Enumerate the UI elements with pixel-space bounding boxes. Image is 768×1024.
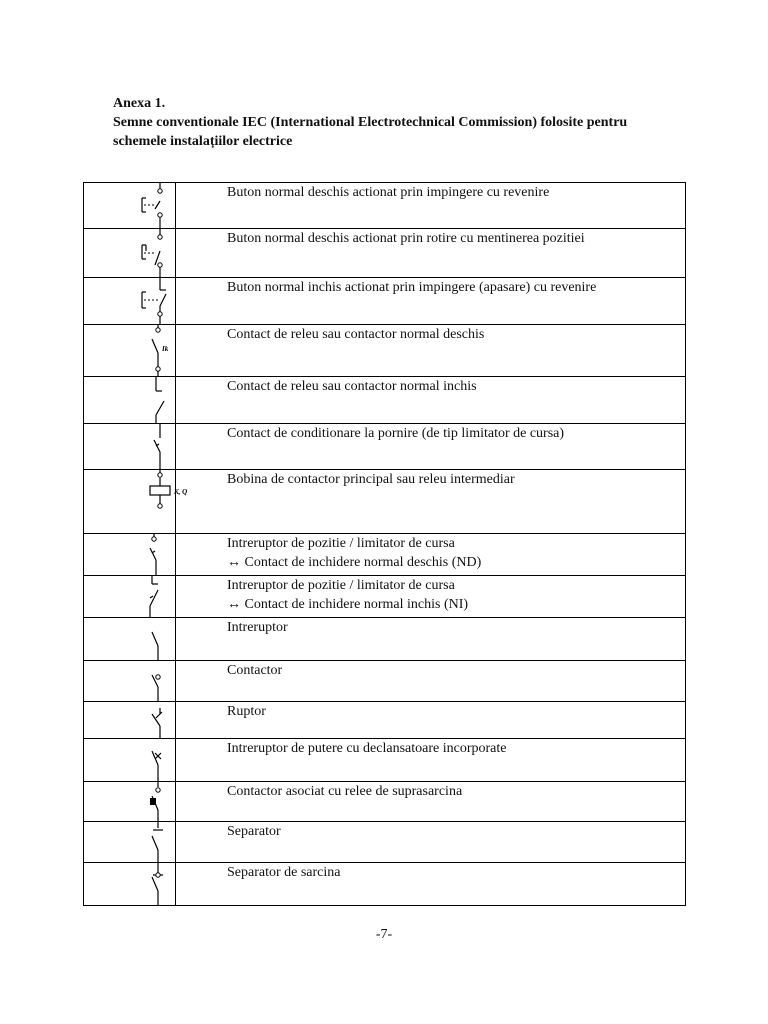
push-button-nc-symbol-icon xyxy=(84,278,175,324)
description-cell xyxy=(176,739,686,782)
breaker-symbol-icon xyxy=(84,702,175,738)
disconnector-symbol-icon xyxy=(84,822,175,862)
table-row xyxy=(84,424,686,470)
symbol-cell xyxy=(84,576,176,618)
table-row xyxy=(84,702,686,739)
description-cell xyxy=(176,278,686,325)
description-cell xyxy=(176,229,686,278)
switch-symbol-icon xyxy=(84,618,175,660)
document-title-line-2: schemele instalațiilor electrice xyxy=(113,134,293,149)
symbol-label: K, Q xyxy=(174,488,188,496)
document-title-line-1: Semne conventionale IEC (International Electrotechnical Commission) folosite pentru xyxy=(113,115,628,130)
description-cell xyxy=(176,325,686,377)
table-row xyxy=(84,470,686,534)
table-row xyxy=(84,534,686,576)
relay-contact-no-symbol-icon xyxy=(84,325,175,376)
symbol-cell xyxy=(84,863,176,906)
description-cell xyxy=(176,661,686,702)
description-text: Buton normal inchis actionat prin impingere (apasare) cu revenire xyxy=(227,280,597,295)
symbol-cell xyxy=(84,424,176,470)
description-cell xyxy=(176,183,686,229)
description-cell xyxy=(176,863,686,906)
description-cell xyxy=(176,702,686,739)
symbol-cell xyxy=(84,702,176,739)
description-text: Buton normal deschis actionat prin rotire cu mentinerea pozitiei xyxy=(227,231,585,246)
symbol-cell xyxy=(84,325,176,377)
table-row xyxy=(84,822,686,863)
description-text: Buton normal deschis actionat prin impingere cu revenire xyxy=(227,185,550,200)
symbol-cell xyxy=(84,278,176,325)
symbol-cell xyxy=(84,739,176,782)
table-row xyxy=(84,618,686,661)
description-text: Intreruptor xyxy=(227,620,288,635)
document-header xyxy=(113,94,713,151)
description-text: Contactor xyxy=(227,663,283,678)
symbol-cell xyxy=(84,822,176,863)
description-text: Contact de releu sau contactor normal inchis xyxy=(227,379,477,394)
load-disconnector-symbol-icon xyxy=(84,863,175,905)
table-row xyxy=(84,863,686,906)
description-cell xyxy=(176,618,686,661)
table-row xyxy=(84,325,686,377)
description-text: Separator xyxy=(227,824,281,839)
symbol-cell xyxy=(84,377,176,424)
contactor-overload-symbol-icon xyxy=(84,782,175,821)
symbol-cell xyxy=(84,470,188,534)
relay-contact-nc-symbol-icon xyxy=(84,377,175,423)
table-row xyxy=(84,576,686,618)
table-row xyxy=(84,183,686,229)
contactor-symbol-icon xyxy=(84,661,175,701)
description-cell xyxy=(176,424,686,470)
symbol-cell xyxy=(84,229,176,278)
rotary-button-no-symbol-icon xyxy=(84,229,175,277)
limit-switch-nc-symbol-icon xyxy=(84,576,175,617)
description-text: Bobina de contactor principal sau releu intermediar xyxy=(227,472,515,487)
description-text: Contactor asociat cu relee de suprasarcina xyxy=(227,784,463,799)
description-cell xyxy=(176,377,686,424)
start-condition-contact-symbol-icon xyxy=(84,424,175,469)
description-text: Contact de releu sau contactor normal deschis xyxy=(227,327,485,342)
table-row xyxy=(84,739,686,782)
symbols-table xyxy=(83,182,686,906)
circuit-breaker-symbol-icon xyxy=(84,739,175,781)
description-text: ↔ Contact de inchidere normal inchis (NI) xyxy=(227,597,469,612)
symbol-cell xyxy=(84,183,176,229)
description-text: Separator de sarcina xyxy=(227,865,341,880)
description-cell xyxy=(176,534,686,576)
table-row xyxy=(84,661,686,702)
annex-title: Anexa 1. xyxy=(113,96,166,111)
page-number: -7- xyxy=(375,927,393,942)
description-cell xyxy=(176,782,686,822)
symbol-label: Ik xyxy=(162,345,169,353)
symbol-cell xyxy=(84,782,176,822)
description-text: Intreruptor de pozitie / limitator de cursa xyxy=(227,536,455,551)
symbol-cell xyxy=(84,661,176,702)
symbol-cell xyxy=(84,618,176,661)
table-row xyxy=(84,782,686,822)
push-button-no-symbol-icon xyxy=(84,183,175,228)
table-row xyxy=(84,377,686,424)
symbol-cell xyxy=(84,534,176,576)
coil-symbol-icon xyxy=(84,470,188,533)
description-text: Ruptor xyxy=(227,704,266,719)
table-row xyxy=(84,278,686,325)
description-text: Intreruptor de putere cu declansatoare incorporate xyxy=(227,741,507,756)
description-cell xyxy=(176,822,686,863)
description-text: Intreruptor de pozitie / limitator de cursa xyxy=(227,578,455,593)
description-text: ↔ Contact de inchidere normal deschis (ND) xyxy=(227,555,482,570)
description-cell xyxy=(176,470,686,534)
table-row xyxy=(84,229,686,278)
description-cell xyxy=(176,576,686,618)
limit-switch-no-symbol-icon xyxy=(84,534,175,575)
description-text: Contact de conditionare la pornire (de tip limitator de cursa) xyxy=(227,426,565,441)
